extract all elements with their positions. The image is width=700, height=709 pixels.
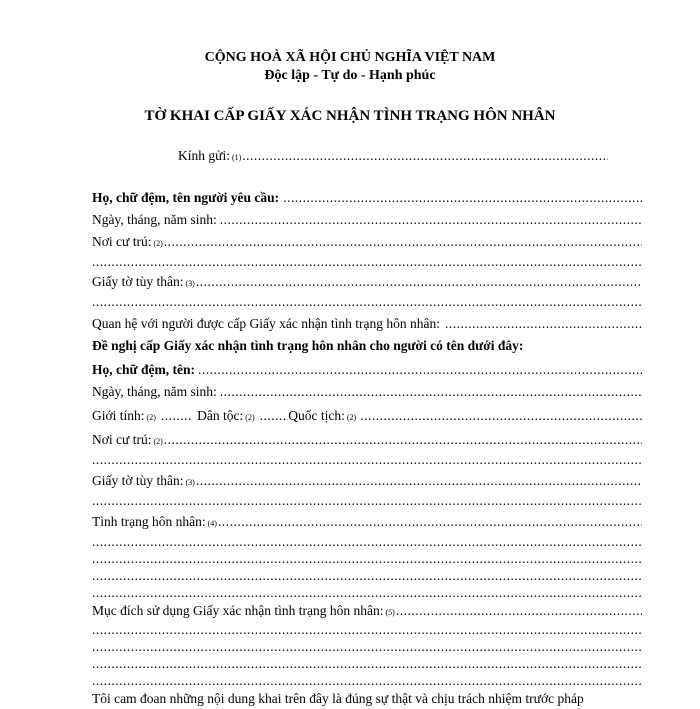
recipient-label: Kính gửi: — [178, 148, 230, 163]
purpose-field[interactable] — [396, 601, 642, 621]
subject-name-label: Họ, chữ đệm, tên: — [92, 362, 195, 377]
subject-name-line — [92, 360, 642, 380]
subject-id-line: Giấy tờ tùy thân: (3) ..... — [92, 471, 642, 491]
subject-dob-field[interactable] — [220, 382, 642, 402]
purpose-line: Mục đích sử dụng Giấy xác nhận tình trạng hôn nhân: (5) ..... — [92, 601, 642, 621]
marital-status-line: Tình trạng hôn nhân: (4) ..... — [92, 512, 642, 532]
subject-residence-field[interactable] — [164, 430, 642, 450]
subject-dob-line — [92, 382, 642, 402]
requester-id-field[interactable] — [196, 272, 642, 292]
requester-name-line — [92, 188, 642, 208]
requester-name-field[interactable] — [283, 188, 642, 208]
requester-residence-field[interactable] — [164, 232, 642, 252]
subject-id-label: Giấy tờ tùy thân: — [92, 473, 184, 488]
subject-id-field[interactable] — [196, 471, 642, 491]
form-title: TỜ KHAI CẤP GIẤY XÁC NHẬN TÌNH TRẠNG HÔN NHÂN — [144, 108, 556, 124]
requester-dob-line — [92, 210, 642, 230]
subject-name-field[interactable] — [198, 360, 642, 380]
gender-label: Giới tính: — [92, 408, 145, 423]
recipient-line: Kính gửi: (1) ..... — [178, 146, 608, 166]
requester-residence-label: Nơi cư trú: — [92, 234, 152, 249]
subject-residence-field-2[interactable] — [92, 450, 642, 470]
subject-residence-line: Nơi cư trú: (2) ..... — [92, 430, 642, 450]
declaration-text: Tôi cam đoan những nội dung khai trên đây là đúng sự thật và chịu trách nhiệm trước pháp — [92, 691, 584, 706]
requester-residence-field-2[interactable] — [92, 252, 642, 272]
nationality-field[interactable] — [360, 406, 642, 426]
subject-dob-label: Ngày, tháng, năm sinh: — [92, 384, 217, 399]
requester-residence-line: Nơi cư trú: (2) ..... — [92, 232, 642, 252]
marital-status-field-5[interactable] — [92, 583, 642, 603]
purpose-field-5[interactable] — [92, 671, 642, 691]
ethnicity-label: Dân tộc: — [197, 408, 244, 423]
nation-header: CỘNG HOÀ XÃ HỘI CHỦ NGHĨA VIỆT NAM — [204, 50, 496, 65]
requester-id-label: Giấy tờ tùy thân: — [92, 274, 184, 289]
relationship-field[interactable] — [445, 314, 642, 334]
requester-id-line: Giấy tờ tùy thân: (3) ..... — [92, 272, 642, 292]
requester-id-field-2[interactable] — [92, 292, 642, 312]
declaration-line — [92, 689, 652, 709]
gender-field[interactable] — [161, 406, 191, 426]
relationship-line — [92, 314, 642, 334]
nationality-label: Quốc tịch: — [288, 408, 345, 423]
motto-header: Độc lập - Tự do - Hạnh phúc — [264, 68, 436, 83]
subject-demographics-line: Giới tính: (2) ..... Dân tộc: (2) ..... Quốc tịch: (2) ..... — [92, 406, 642, 426]
marital-status-label: Tình trạng hôn nhân: — [92, 514, 206, 529]
recipient-field[interactable] — [242, 146, 608, 166]
purpose-label: Mục đích sử dụng Giấy xác nhận tình trạng hôn nhân: — [92, 603, 384, 618]
request-heading-line — [92, 336, 642, 356]
requester-name-label: Họ, chữ đệm, tên người yêu cầu: — [92, 190, 280, 205]
subject-residence-label: Nơi cư trú: — [92, 432, 152, 447]
requester-dob-label: Ngày, tháng, năm sinh: — [92, 212, 217, 227]
marital-status-field[interactable] — [218, 512, 642, 532]
relationship-label: Quan hệ với người được cấp Giấy xác nhận tình trạng hôn nhân: — [92, 316, 440, 331]
requester-dob-field[interactable] — [220, 210, 642, 230]
ethnicity-field[interactable] — [260, 406, 289, 426]
subject-id-field-2[interactable] — [92, 491, 642, 511]
request-heading: Đề nghị cấp Giấy xác nhận tình trạng hôn nhân cho người có tên dưới đây: — [92, 338, 524, 353]
